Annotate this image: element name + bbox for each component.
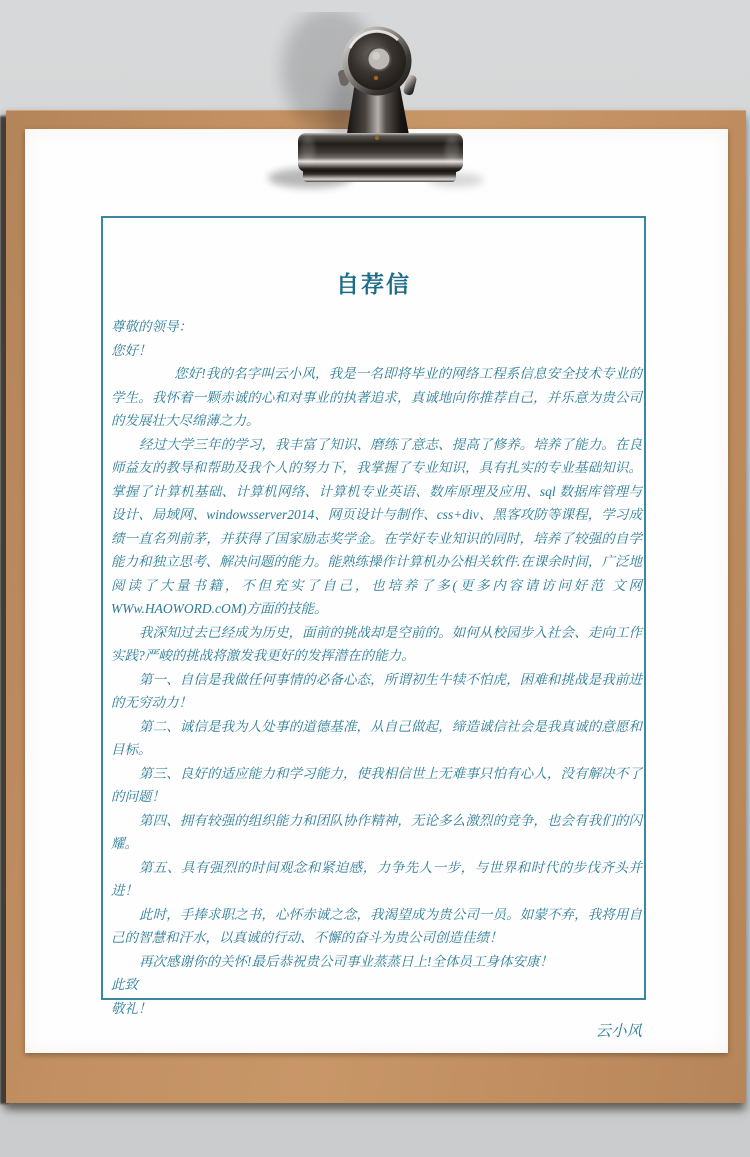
letter-paragraph: 第一、自信是我做任何事情的必备心态，所谓初生牛犊不怕虎，困难和挑战是我前进的无穷动力！ (111, 671, 642, 710)
letter-signature: 云小风 (595, 1023, 642, 1040)
letter-paper (25, 129, 728, 1053)
letter-paragraph: 此时，手捧求职之书，心怀赤诚之念，我渴望成为贵公司一员。如蒙不弃，我将用自己的智慧和汗水，以真诚的行动、不懈的奋斗为贵公司创造佳绩！ (111, 906, 642, 945)
letter-paragraph: 第二、诚信是我为人处事的道德基准，从自己做起，缔造诚信社会是我真诚的意愿和目标。 (111, 718, 642, 757)
letter-paragraph: 经过大学三年的学习，我丰富了知识、磨练了意志、提高了修养。培养了能力。在良师益友的教导和帮助及我个人的努力下，我掌握了专业知识，具有扎实的专业基础知识。掌握了计算机基础、计算机网络、计算机专业英语、数库原理及应用、sql 数据库管理与设计、局域网、windowsserver2014、网页设计与制作、css+div、黑客攻防等课程，学习成绩一直名列前茅，并获得了国家励志奖学金。在学好专业知识的同时，培养了较强的自学能力和独立思考、解决问题的能力。能熟练操作计算机办公相关软件.在课余时间，广泛地阅读了大量书籍，不但充实了自己，也培养了多(更多内容请访问好范 文网 WWw.HAOWORD.cOM)方面的技能。 (111, 436, 642, 616)
letter-paragraph: 第四、拥有较强的组织能力和团队协作精神，无论多么激烈的竞争，也会有我们的闪耀。 (111, 812, 642, 851)
letter-paragraph: 第三、良好的适应能力和学习能力，使我相信世上无难事只怕有心人，没有解决不了的问题！ (111, 765, 642, 804)
letter-title: 自荐信 (336, 271, 411, 297)
letter-paragraph: 第五、具有强烈的时间观念和紧迫感，力争先人一步，与世界和时代的步伐齐头并进！ (111, 859, 642, 898)
letter-greeting: 您好！ (111, 342, 152, 358)
letter-salutation: 尊敬的领导： (111, 319, 192, 334)
letter-paragraph: 我深知过去已经成为历史，面前的挑战却是空前的。如何从校园步入社会、走向工作实践?严峻的挑战将激发我更好的发挥潜在的能力。 (111, 624, 642, 663)
letter-closing: 此致 (111, 977, 138, 992)
letter-paragraph: 再次感谢你的关怀!最后恭祝贵公司事业蒸蒸日上!全体员工身体安康！ (139, 953, 553, 969)
letter-respect: 敬礼！ (111, 1000, 152, 1016)
letter-paragraph: 您好!我的名字叫云小风，我是一名即将毕业的网络工程系信息安全技术专业的学生。我怀着一颗赤诚的心和对事业的执著追求，真诚地向你推荐自己，并乐意为贵公司的发展壮大尽绵薄之力。 (111, 366, 642, 428)
binder-clip-icon (258, 12, 492, 198)
letter-body (111, 315, 642, 1044)
